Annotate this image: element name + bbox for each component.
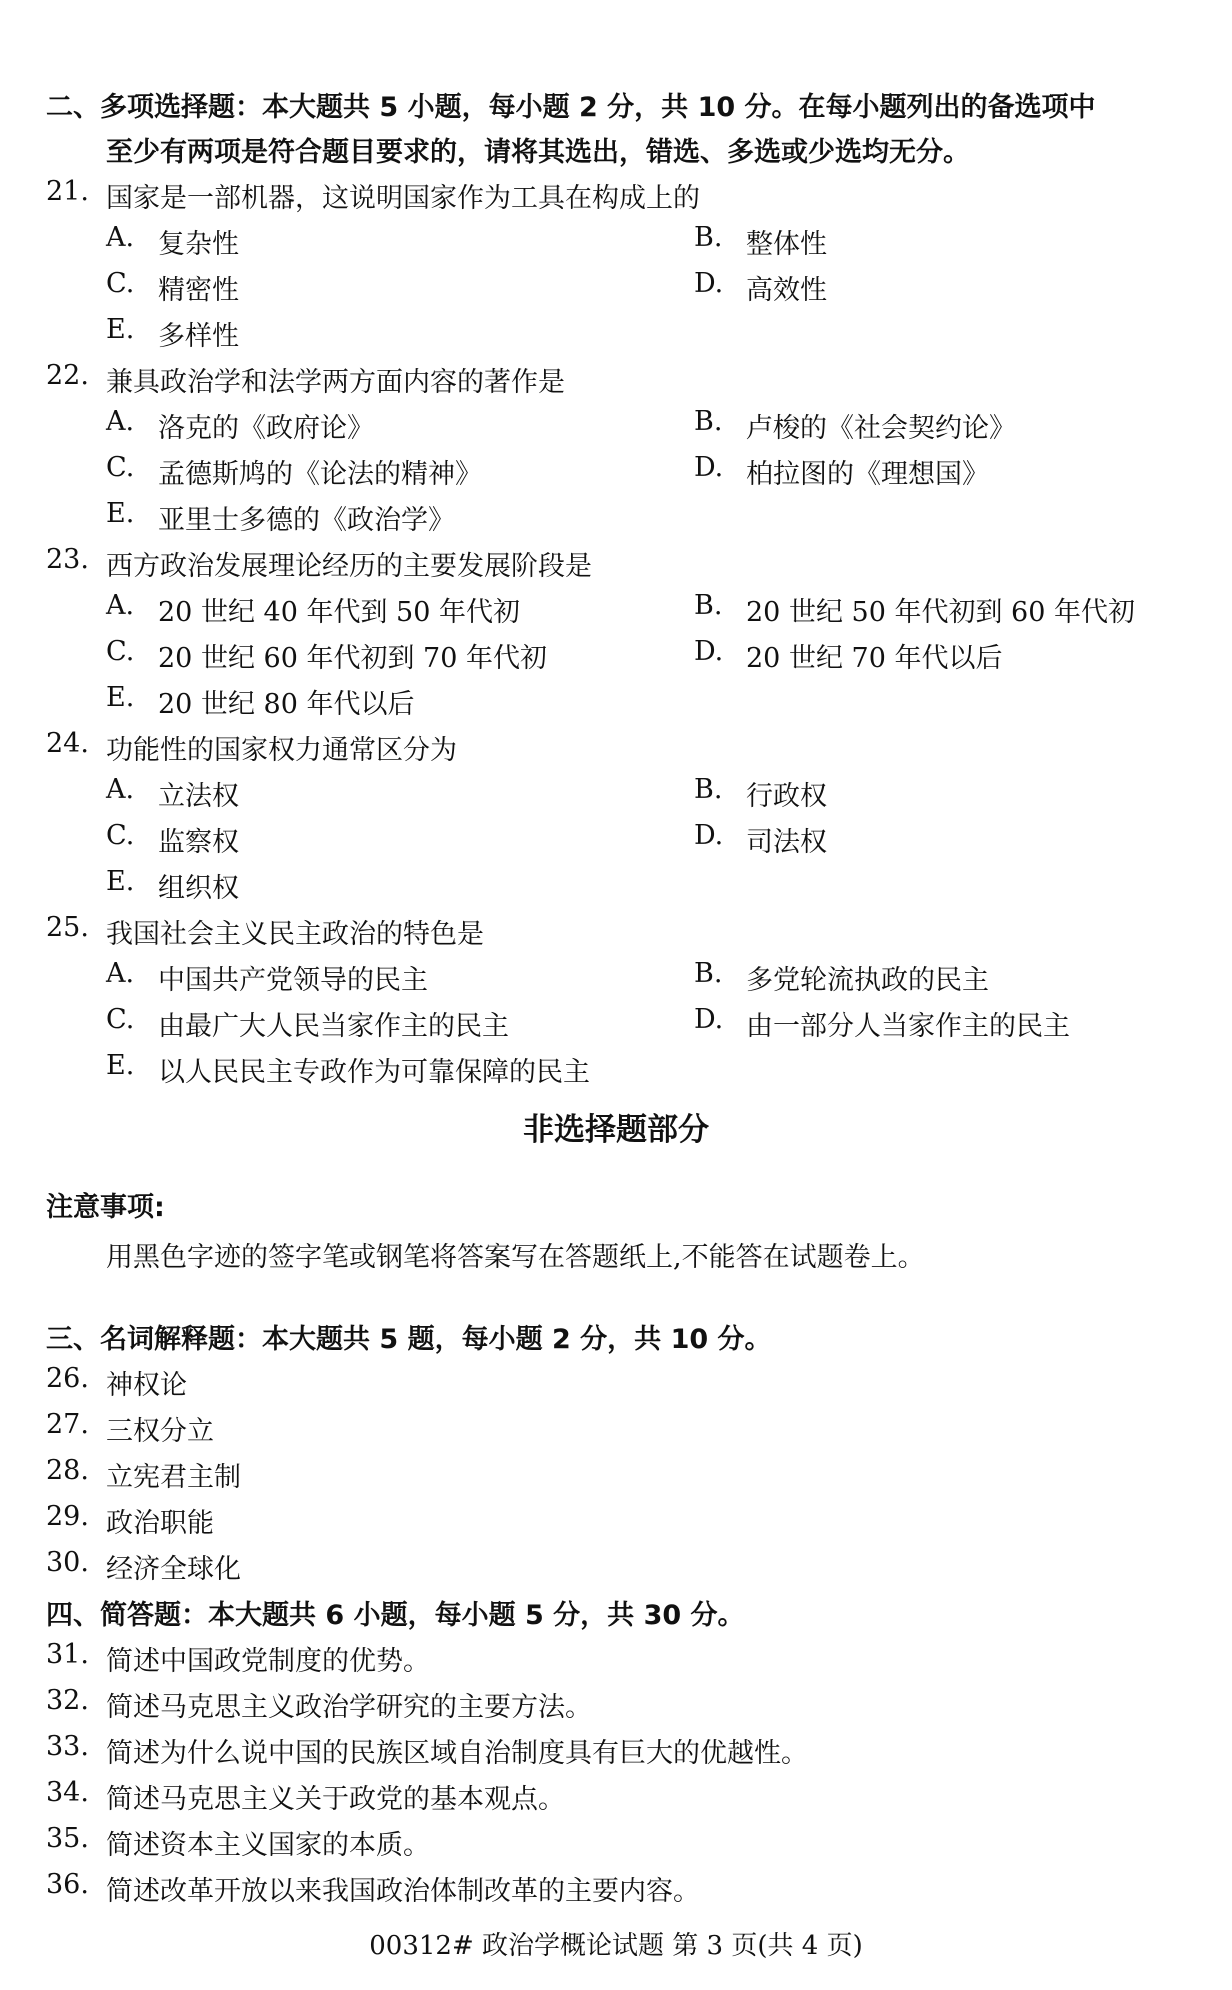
question-text: 简述为什么说中国的民族区域自治制度具有巨大的优越性。: [106, 1738, 808, 1769]
option-text: 以人民民主专政作为可靠保障的民主: [158, 1057, 590, 1088]
option-label: B.: [694, 222, 723, 253]
question-number: 24.: [46, 728, 89, 759]
option-text: 高效性: [746, 275, 827, 306]
option-label: D.: [694, 268, 724, 299]
option-text: 整体性: [746, 229, 827, 260]
option-text: 行政权: [746, 781, 827, 812]
option-label: A.: [106, 590, 135, 621]
question-text: 国家是一部机器，这说明国家作为工具在构成上的: [106, 183, 700, 214]
option-label: A.: [106, 774, 135, 805]
option-label: C.: [106, 452, 135, 483]
section4-heading: 四、简答题：本大题共 6 小题，每小题 5 分，共 30 分。: [46, 1600, 745, 1631]
question-number: 31.: [46, 1639, 89, 1670]
option-text: 卢梭的《社会契约论》: [746, 413, 1016, 444]
option-text: 司法权: [746, 827, 827, 858]
question-text: 西方政治发展理论经历的主要发展阶段是: [106, 551, 592, 582]
question-number: 34.: [46, 1777, 89, 1808]
section2-heading-line2: 至少有两项是符合题目要求的，请将其选出，错选、多选或少选均无分。: [106, 137, 970, 168]
question-number: 30.: [46, 1547, 89, 1578]
part-title: 非选择题部分: [523, 1112, 709, 1148]
notice-text: 用黑色字迹的签字笔或钢笔将答案写在答题纸上,不能答在试题卷上。: [106, 1242, 925, 1273]
page-footer: 00312# 政治学概论试题 第 3 页(共 4 页): [369, 1931, 863, 1961]
option-text: 洛克的《政府论》: [158, 413, 374, 444]
option-text: 由最广大人民当家作主的民主: [158, 1011, 509, 1042]
option-text: 中国共产党领导的民主: [158, 965, 428, 996]
question-text: 兼具政治学和法学两方面内容的著作是: [106, 367, 565, 398]
option-text: 柏拉图的《理想国》: [746, 459, 989, 490]
question-text: 我国社会主义民主政治的特色是: [106, 919, 484, 950]
question-text: 简述马克思主义关于政党的基本观点。: [106, 1784, 565, 1815]
question-text: 功能性的国家权力通常区分为: [106, 735, 457, 766]
option-text: 多党轮流执政的民主: [746, 965, 989, 996]
question-number: 26.: [46, 1363, 89, 1394]
option-text: 20 世纪 80 年代以后: [158, 689, 415, 720]
option-text: 20 世纪 40 年代到 50 年代初: [158, 597, 520, 628]
option-text: 20 世纪 50 年代初到 60 年代初: [746, 597, 1135, 628]
option-label: B.: [694, 590, 723, 621]
question-text: 简述马克思主义政治学研究的主要方法。: [106, 1692, 592, 1723]
option-text: 20 世纪 70 年代以后: [746, 643, 1003, 674]
question-number: 35.: [46, 1823, 89, 1854]
question-text: 立宪君主制: [106, 1462, 241, 1493]
option-label: A.: [106, 222, 135, 253]
question-number: 25.: [46, 912, 89, 943]
option-label: E.: [106, 314, 135, 345]
question-text: 政治职能: [106, 1508, 214, 1539]
option-label: C.: [106, 1004, 135, 1035]
question-number: 32.: [46, 1685, 89, 1716]
option-text: 孟德斯鸠的《论法的精神》: [158, 459, 482, 490]
question-text: 简述中国政党制度的优势。: [106, 1646, 430, 1677]
option-label: E.: [106, 682, 135, 713]
section3-heading: 三、名词解释题：本大题共 5 题，每小题 2 分，共 10 分。: [46, 1324, 772, 1355]
option-text: 组织权: [158, 873, 239, 904]
question-text: 三权分立: [106, 1416, 214, 1447]
notice-heading: 注意事项:: [46, 1192, 165, 1223]
question-number: 22.: [46, 360, 89, 391]
question-number: 23.: [46, 544, 89, 575]
option-label: D.: [694, 452, 724, 483]
question-text: 简述改革开放以来我国政治体制改革的主要内容。: [106, 1876, 700, 1907]
option-label: D.: [694, 636, 724, 667]
option-text: 多样性: [158, 321, 239, 352]
question-number: 28.: [46, 1455, 89, 1486]
option-text: 精密性: [158, 275, 239, 306]
option-label: E.: [106, 866, 135, 897]
option-text: 监察权: [158, 827, 239, 858]
question-number: 33.: [46, 1731, 89, 1762]
option-label: C.: [106, 820, 135, 851]
option-label: A.: [106, 958, 135, 989]
question-text: 简述资本主义国家的本质。: [106, 1830, 430, 1861]
section2-heading-line1: 二、多项选择题：本大题共 5 小题，每小题 2 分，共 10 分。在每小题列出的备选项中: [46, 92, 1096, 123]
option-label: C.: [106, 268, 135, 299]
question-number: 27.: [46, 1409, 89, 1440]
option-text: 亚里士多德的《政治学》: [158, 505, 455, 536]
option-label: D.: [694, 1004, 724, 1035]
option-label: E.: [106, 1050, 135, 1081]
option-text: 复杂性: [158, 229, 239, 260]
option-text: 由一部分人当家作主的民主: [746, 1011, 1070, 1042]
question-number: 21.: [46, 176, 89, 207]
option-label: B.: [694, 774, 723, 805]
option-label: B.: [694, 958, 723, 989]
option-label: E.: [106, 498, 135, 529]
option-label: B.: [694, 406, 723, 437]
option-label: A.: [106, 406, 135, 437]
option-text: 20 世纪 60 年代初到 70 年代初: [158, 643, 547, 674]
option-text: 立法权: [158, 781, 239, 812]
question-text: 神权论: [106, 1370, 187, 1401]
option-label: D.: [694, 820, 724, 851]
question-text: 经济全球化: [106, 1554, 241, 1585]
question-number: 29.: [46, 1501, 89, 1532]
question-number: 36.: [46, 1869, 89, 1900]
option-label: C.: [106, 636, 135, 667]
